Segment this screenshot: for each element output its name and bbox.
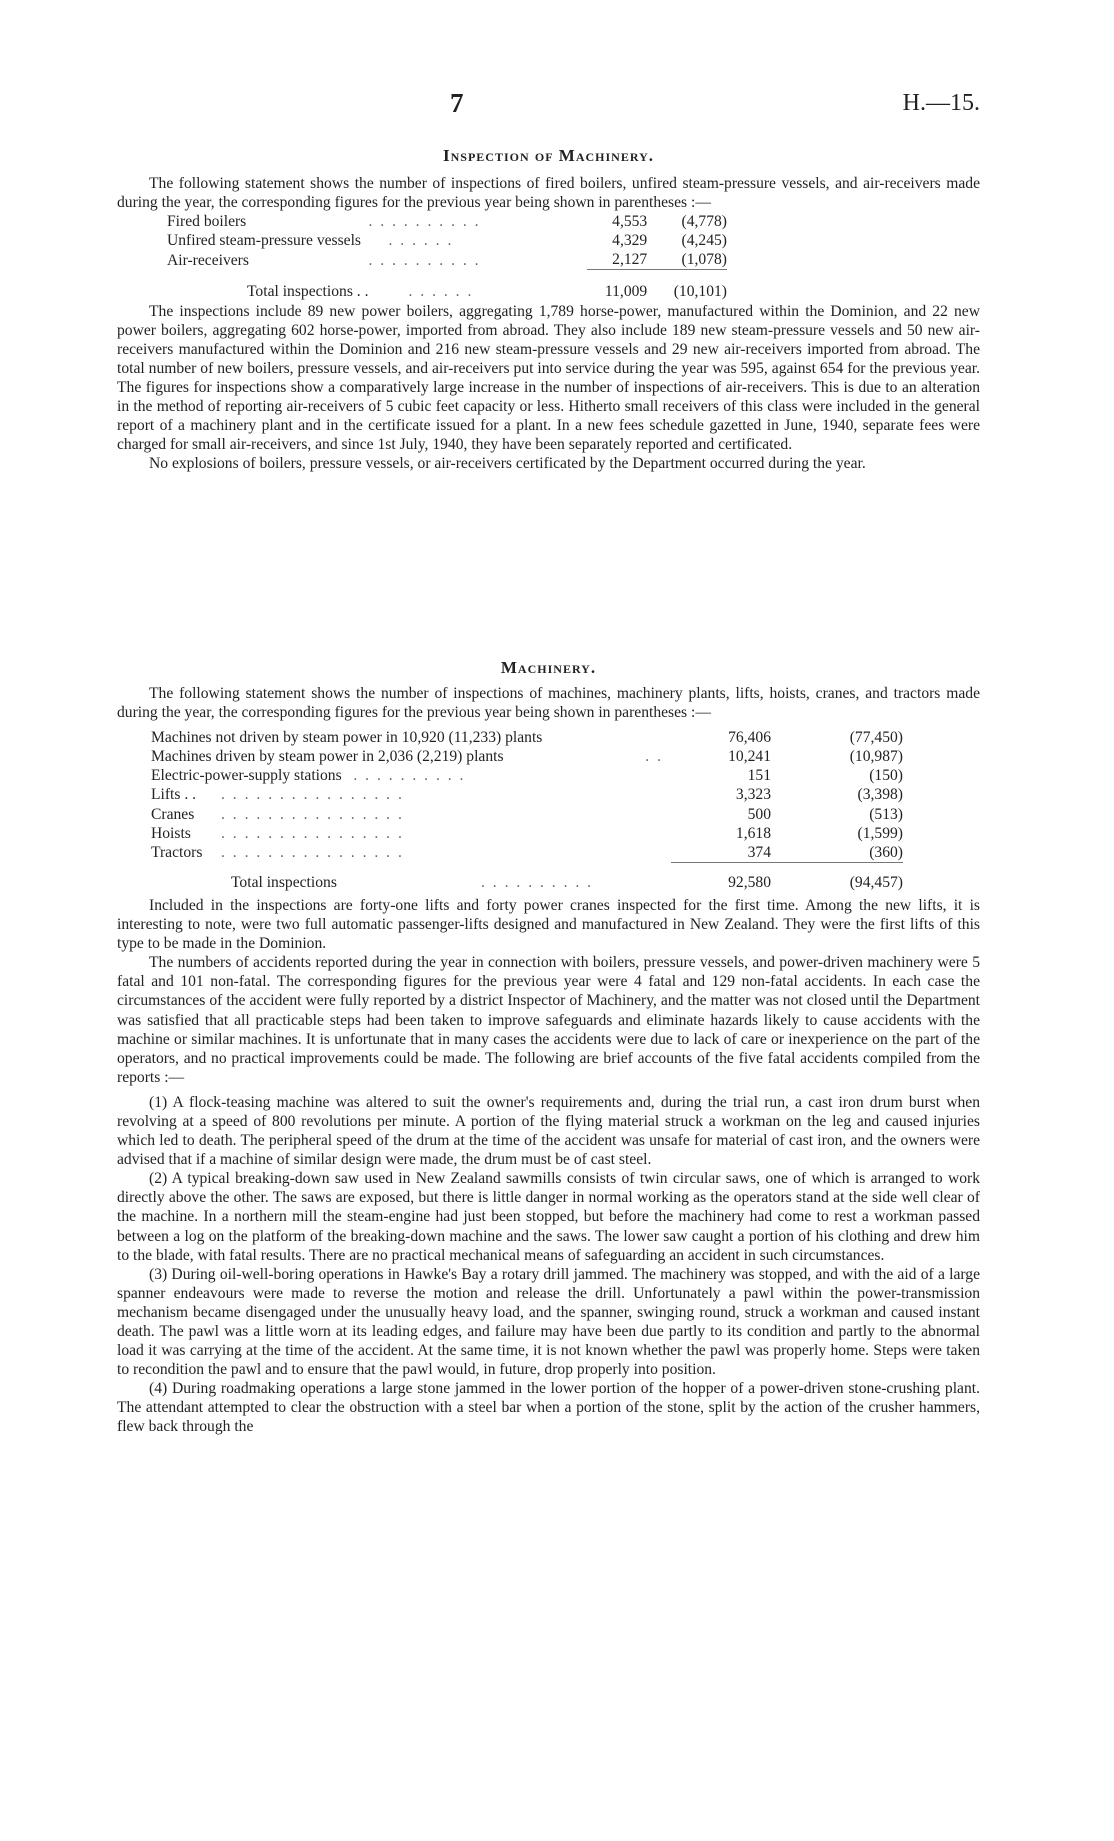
row-value: 374 [671,843,771,863]
row-label-text: Cranes [151,805,195,823]
accident-paragraph: (2) A typical breaking-down saw used in New Zealand sawmills consists of twin circular saws, one of which is arranged to work directly above the other. The saws are exposed, but there is little danger in normal working as the operators stand at the side well clear of the machine. In a northern mill the steam-engine had just been stopped, but before the machinery had come to rest a workman passed between a log on the platform of the breaking-down machine and the saws. The lower saw caught a portion of his clothing and drew him to the blade, with fatal results. There are no practical mechanical means of safeguarding an accident in such circumstances. [117,1170,980,1264]
row-previous: (513) [869,805,903,823]
boiler-stats-table [167,212,727,301]
accident-paragraph: (4) During roadmaking operations a large stone jammed in the lower portion of the hopper of a power-driven stone-crushing plant. The attendant attempted to clear the obstruction with a steel bar when a portion of the stone, split by the action of the crusher hammers, flew back through the [117,1380,980,1436]
section-title-machinery: Machinery. [500,658,597,677]
row-value: 2,127 [587,250,647,270]
leader-dots: . . . . . . . . . . . . . . . . [221,786,404,804]
row-previous: (360) [771,843,903,863]
machinery-stats-table [151,728,903,892]
total-label [151,873,621,892]
row-value: 500 [747,805,771,823]
table-row [151,843,903,863]
row-label [151,824,621,843]
table-row [151,824,903,843]
table-row [151,785,903,804]
inspection-section [117,146,980,473]
row-value: 1,618 [735,824,771,842]
row-label-text: Tractors [151,844,203,861]
row-previous: (77,450) [849,729,903,747]
row-label [151,805,621,824]
leader-dots: . . . . . . . . . . . . . . . . [221,824,404,842]
row-previous: (1,599) [857,824,903,842]
paragraph: Included in the inspections are forty-one lifts and forty power cranes inspected for the first time. Among the new lifts, it is interesting to note, were two full automatic passenger-lifts designed and manufactured in New Zealand. They were the first lifts of this type to be made in the Dominion. [117,896,980,953]
table-row [167,212,727,231]
paragraph: No explosions of boilers, pressure vessels, or air-receivers certificated by the Department occurred during the year. [149,455,866,473]
row-previous: (150) [869,767,903,785]
table-row [167,250,727,270]
total-label-text: Total inspections [231,873,337,891]
page-number: 7 [450,88,464,118]
row-label [151,766,621,785]
row-value: 76,406 [728,729,771,747]
row-value: 4,553 [612,213,648,231]
row-label-text: Lifts . . [151,786,197,804]
table-row [151,805,903,824]
leader-dots: . . . . . . . . . . . . . . . . [221,805,404,823]
row-previous: (1,078) [647,250,727,270]
row-previous: (4,778) [681,213,727,231]
paragraph: The inspections include 89 new power boilers, aggregating 1,789 horse-power, manufactured within the Dominion, and 22 new power boilers, aggregating 602 horse-power, imported from abroad. They also include 189 new steam-pressure vessels and 50 new air-receivers manufactured within the Dominion and 216 new steam-pressure vessels and 29 new air-receivers imported from abroad. The total number of new boilers, pressure vessels, and air-receivers put into service during the year was 595, against 654 for the previous year. The figures for inspections show a comparatively large increase in the number of inspections of air-receivers. This is due to an alteration in the method of reporting air-receivers of 5 cubic feet capacity or less. Hitherto small receivers of this class were included in the general report of a machinery plant and in the certificate issued for a plant. In a new fees schedule gazetted in June, 1940, separate fees were charged for small air-receivers, and since 1st July, 1940, they have been separately reported and certificated. [117,302,980,454]
row-value: 10,241 [728,748,771,766]
leader-dots: . . . . . . [388,232,454,250]
table-total-row [167,282,727,301]
row-label: Machines driven by steam power in 2,036 (2,219) plants [151,748,504,766]
table-row [151,747,903,766]
row-label-text: Electric-power-supply stations [151,767,342,785]
table-row [151,728,903,747]
table-total-row [151,873,903,892]
row-label: Air-receivers [167,251,249,269]
total-previous: (10,101) [673,283,727,301]
machinery-section [117,658,980,1437]
total-previous: (94,457) [849,873,903,891]
leader-dots: . . . . . . . . . . [368,213,481,231]
row-previous: (4,245) [681,232,727,250]
total-label: Total inspections . . [247,283,369,301]
leader-dots: . . . . . . [408,283,474,301]
row-label: Machines not driven by steam power in 10,920 (11,233) plants [151,729,543,747]
leader-dots [621,728,671,747]
row-previous: (3,398) [857,786,903,804]
row-value: 151 [747,767,771,785]
row-value: 3,323 [735,786,771,804]
paragraph: The numbers of accidents reported during the year in connection with boilers, pressure vessels, and power-driven machinery were 5 fatal and 101 non-fatal. The corresponding figures for the previous year were 4 fatal and 129 non-fatal accidents. In each case the circumstances of the accident were fully reported by a district Inspector of Machinery, and the matter was not closed until the Department was satisfied that all practicable steps had been taken to improve safeguards and eliminate hazards likely to cause accidents with the machine or similar machines. It is unfortunate that in many cases the accidents were due to lack of care or inexperience on the part of the operators, and no practical improvements could be made. The following are brief accounts of the five fatal accidents compiled from the reports :— [117,954,980,1086]
accident-paragraph: (3) During oil-well-boring operations in Hawke's Bay a rotary drill jammed. The machinery was stopped, and with the aid of a large spanner endeavours were made to reverse the motion and release the drill. Unfortunately a pawl within the power-transmission mechanism became disengaged under the unusually heavy load, and the spanner, swinging round, struck a workman and caused instant death. The pawl was a little worn at its leading edges, and failure may have been due partly to its condition and partly to the abnormal load it was carrying at the time of the accident. At the same time, it is not known whether the pawl was properly home. Steps were taken to recondition the pawl and to ensure that the pawl would, in future, drop properly into position. [117,1265,980,1379]
total-value: 11,009 [604,283,648,301]
row-label: Fired boilers [167,213,247,231]
row-value: 4,329 [612,232,648,250]
machinery-intro: The following statement shows the number of inspections of machines, machinery plants, lifts, hoists, cranes, and tractors made during the year, the corresponding figures for the previous year being shown in parentheses :— [117,685,980,722]
total-value: 92,580 [728,873,771,891]
table-row [151,766,903,785]
row-label-text: Hoists [151,824,191,842]
row-label [151,843,621,863]
leader-dots: . . . . . . . . . . [368,251,481,269]
leader-dots: . . . . . . . . . . [481,873,594,891]
page-header [117,88,980,128]
leader-dots: . . . . . . . . . . [353,767,466,785]
section-title-inspection: Inspection of Machinery. [442,146,654,165]
document-code: H.—15. [902,90,980,116]
leader-dots: . . [645,748,663,766]
leader-dots: . . . . . . . . . . . . . . . . [221,844,404,861]
table-row [167,231,727,250]
accident-paragraph: (1) A flock-teasing machine was altered to suit the owner's requirements and, during the trial run, a cast iron drum burst when revolving at a speed of 800 revolutions per minute. A portion of the flying material struck a workman on the leg and caused injuries which led to death. The peripheral speed of the drum at the time of the accident was unsafe for material of cast iron, and the owners were advised that if a machine of similar design were made, the drum must be of cast steel. [117,1093,980,1169]
row-previous: (10,987) [849,748,903,766]
inspection-intro: The following statement shows the number of inspections of fired boilers, unfired steam-pressure vessels, and air-receivers made during the year, the corresponding figures for the previous year being shown in parentheses :— [117,175,980,212]
row-label [151,785,621,804]
row-label: Unfired steam-pressure vessels [167,232,361,250]
